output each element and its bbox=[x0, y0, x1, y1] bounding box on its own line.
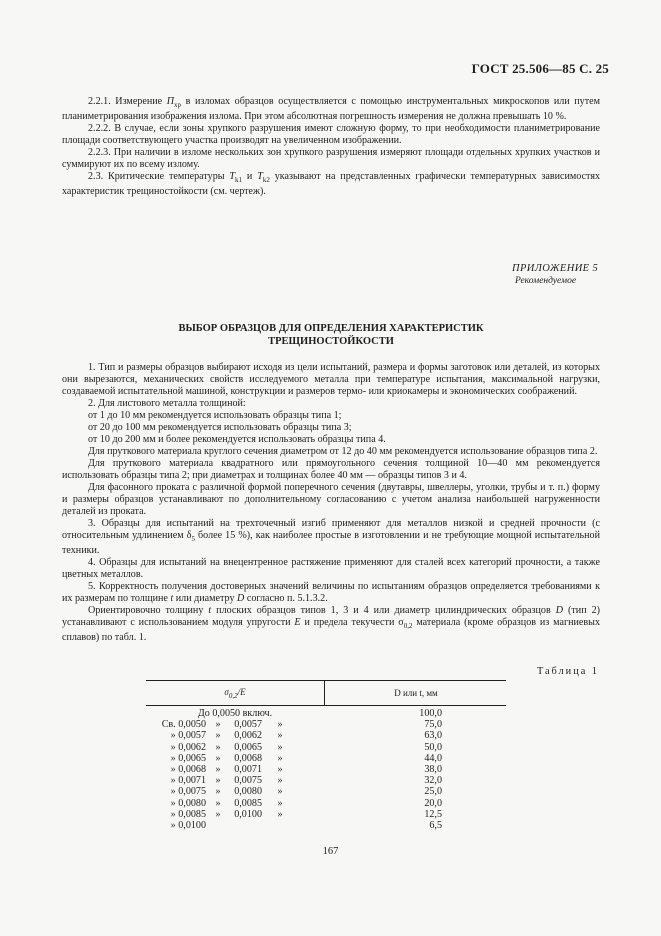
section-title-line-1: ВЫБОР ОБРАЗЦОВ ДЛЯ ОПРЕДЕЛЕНИЯ ХАРАКТЕРИСТИК bbox=[178, 323, 484, 334]
table-cell-c: 0,0080 bbox=[234, 786, 262, 798]
table-cell-b: » bbox=[215, 808, 221, 820]
table-cell-v: 63,0 bbox=[424, 730, 442, 742]
table-row bbox=[146, 820, 506, 831]
table-cell-b: » bbox=[215, 775, 221, 787]
paragraph-round-bar: Для пруткового материала круглого сечения диаметром от 12 до 40 мм рекомендуется использование образцов типа 2. bbox=[88, 446, 598, 457]
table-cell-b: » bbox=[215, 752, 221, 764]
table-row bbox=[146, 809, 506, 820]
table-row bbox=[146, 764, 506, 775]
table-cell-b: » bbox=[215, 763, 221, 775]
table-row bbox=[146, 708, 506, 719]
paragraph-2a: от 1 до 10 мм рекомендуется использовать образцы типа 1; bbox=[88, 410, 342, 421]
table-header-size: D или t, мм bbox=[324, 681, 507, 705]
table-cell-d: » bbox=[277, 730, 283, 742]
table-cell-b: » bbox=[215, 786, 221, 798]
table-cell-v: 12,5 bbox=[424, 808, 442, 820]
table-row bbox=[146, 786, 506, 797]
paragraph-5: 5. Корректность получения достоверных значений величины по испытаниям образцов определяется требованиями к их размерам по толщине t или диаметру D согласно п. 5.1.3.2. bbox=[62, 581, 600, 605]
page-header: ГОСТ 25.506—85 С. 25 bbox=[471, 61, 609, 76]
paragraph-2b: от 20 до 100 мм рекомендуется использовать образцы типа 3; bbox=[88, 422, 352, 433]
table-cell-a: » 0,0075 bbox=[170, 786, 206, 798]
paragraph-2: 2. Для листового металла толщиной: bbox=[88, 398, 246, 409]
table-cell-a: Св. 0,0050 bbox=[161, 719, 206, 731]
table-cell-d: » bbox=[277, 741, 283, 753]
table-cell-c: 0,0071 bbox=[234, 763, 262, 775]
table-cell-a: » 0,0057 bbox=[170, 730, 206, 742]
table-cell-d: » bbox=[277, 786, 283, 798]
table-1 bbox=[146, 680, 506, 831]
table-row bbox=[146, 753, 506, 764]
table-row bbox=[146, 730, 506, 741]
table-cell-v: 6,5 bbox=[429, 819, 442, 831]
paragraph-2c: от 10 до 200 мм и более рекомендуется использовать образцы типа 4. bbox=[88, 434, 386, 445]
table-cell-v: 50,0 bbox=[424, 741, 442, 753]
table-cell-d: » bbox=[277, 763, 283, 775]
table-row bbox=[146, 775, 506, 786]
table-cell-v: 75,0 bbox=[424, 719, 442, 731]
table-cell-a: » 0,0085 bbox=[170, 808, 206, 820]
table-cell-d: » bbox=[277, 797, 283, 809]
table-header-ratio: $\sigma_{0,2}/E$ bbox=[224, 687, 246, 700]
table-cell-a: » 0,0100 bbox=[170, 819, 206, 831]
page-number: 167 bbox=[322, 846, 339, 857]
table-cell-c: 0,0057 bbox=[234, 719, 262, 731]
table-caption: Таблица 1 bbox=[536, 666, 599, 677]
table-cell-b: » bbox=[215, 741, 221, 753]
paragraph-2-3: 2.3. Критические температуры $T_{k1}$ и $T_{k2}$ указывают на представленных графически температурных зависимостях характеристик трещиностойкости (см. чертеж). bbox=[62, 171, 601, 198]
paragraph-shaped-profile: Для фасонного проката с различной формой поперечного сечения (двутавры, швеллеры, уголки, трубы и т. п.) форму и размеры образцов устанавливают по дополнительному согласованию с учетом анализа наибольшей нагруженности деталей из проката. bbox=[62, 482, 600, 517]
table-cell-v: 44,0 bbox=[424, 752, 442, 764]
section-title bbox=[62, 322, 600, 348]
table-cell-d: » bbox=[277, 719, 283, 731]
paragraph-2-2-1: 2.2.1. Измерение $П_{хр}$ в изломах образцов осуществляется с помощью инструментальных микроскопов или путем планиметрирования изображения излома. При этом абсолютная погрешность измерения не должна превышать 10 %. bbox=[62, 96, 600, 123]
table-cell-c: 0,0065 bbox=[234, 741, 262, 753]
table-cell-b: » bbox=[215, 719, 221, 731]
table-cell-a: » 0,0068 bbox=[170, 763, 206, 775]
table-cell-a: » 0,0062 bbox=[170, 741, 206, 753]
table-cell-d: » bbox=[277, 775, 283, 787]
table-cell-b: » bbox=[215, 730, 221, 742]
table-row bbox=[146, 798, 506, 809]
table-cell-c: 0,0062 bbox=[234, 730, 262, 742]
section-title-line-2: ТРЕЩИНОСТОЙКОСТИ bbox=[268, 336, 394, 347]
table-row bbox=[146, 719, 506, 730]
table-cell-a: » 0,0065 bbox=[170, 752, 206, 764]
appendix-label bbox=[512, 263, 598, 287]
table-cell-a: » 0,0071 bbox=[170, 775, 206, 787]
appendix-title: ПРИЛОЖЕНИЕ 5 bbox=[512, 263, 599, 274]
paragraph-4: 4. Образцы для испытаний на внецентренное растяжение применяют для сталей всех категорий прочности, а также цветных металлов. bbox=[62, 557, 600, 581]
paragraph-2-2-3: 2.2.3. При наличии в изломе нескольких зон хрупкого разрушения измеряют площади отдельных хрупких участков и суммируют их по всему излому. bbox=[62, 147, 600, 171]
paragraph-2-2-2: 2.2.2. В случае, если зоны хрупкого разрушения имеют сложную форму, то при необходимости планиметрирование площади соответствующего участка производят на увеличенном изображении. bbox=[62, 123, 600, 147]
table-cell-value: 100,0 bbox=[419, 708, 442, 719]
table-cell-v: 25,0 bbox=[424, 786, 442, 798]
table-cell-c: 0,0075 bbox=[234, 775, 262, 787]
table-cell-c: 0,0068 bbox=[234, 752, 262, 764]
table-cell-range: До 0,0050 включ. bbox=[197, 708, 273, 719]
paragraph-1: 1. Тип и размеры образцов выбирают исходя из цели испытаний, размера и формы заготовок или деталей, из которых они вырезаются, механических свойств исследуемого металла при температуре испытания, максимальной нагрузки, создаваемой испытательной машиной, конструкции и размеров термо- или криокамеры и экономических соображений. bbox=[62, 362, 600, 397]
table-cell-c: 0,0100 bbox=[234, 808, 262, 820]
table-cell-d: » bbox=[277, 752, 283, 764]
main-paragraphs bbox=[62, 362, 600, 644]
appendix-subtitle: Рекомендуемое bbox=[515, 276, 577, 286]
table-row bbox=[146, 742, 506, 753]
table-cell-b: » bbox=[215, 797, 221, 809]
table-cell-v: 20,0 bbox=[424, 797, 442, 809]
top-paragraphs bbox=[62, 96, 600, 198]
paragraph-square-bar: Для пруткового материала квадратного или прямоугольного сечения толщиной 10—40 мм рекомендуется использовать образцы типа 2; при диаметрах и толщинах более 40 мм — образцы типов 3 и 4. bbox=[62, 458, 600, 481]
table-header bbox=[146, 680, 506, 706]
table-body bbox=[146, 708, 506, 831]
table-cell-c: 0,0085 bbox=[234, 797, 262, 809]
table-cell-a: » 0,0080 bbox=[170, 797, 206, 809]
paragraph-orientation: Ориентировочно толщину t плоских образцов типов 1, 3 и 4 или диаметр цилиндрических образцов D (тип 2) устанавливают с использованием модуля упругости E и предела текучести $\sigma_{0,2}$ материала (кроме образцов из магниевых сплавов) по табл. 1. bbox=[62, 605, 600, 644]
table-cell-v: 32,0 bbox=[424, 775, 442, 787]
table-cell-d: » bbox=[277, 808, 283, 820]
table-cell-v: 38,0 bbox=[424, 763, 442, 775]
paragraph-3: 3. Образцы для испытаний на трехточечный изгиб применяют для металлов низкой и средней прочности (с относительным удлинением $\delta_5$ более 15 %), как наиболее простые в изготовлении и не требующие мощной испытательной техники. bbox=[62, 518, 600, 557]
